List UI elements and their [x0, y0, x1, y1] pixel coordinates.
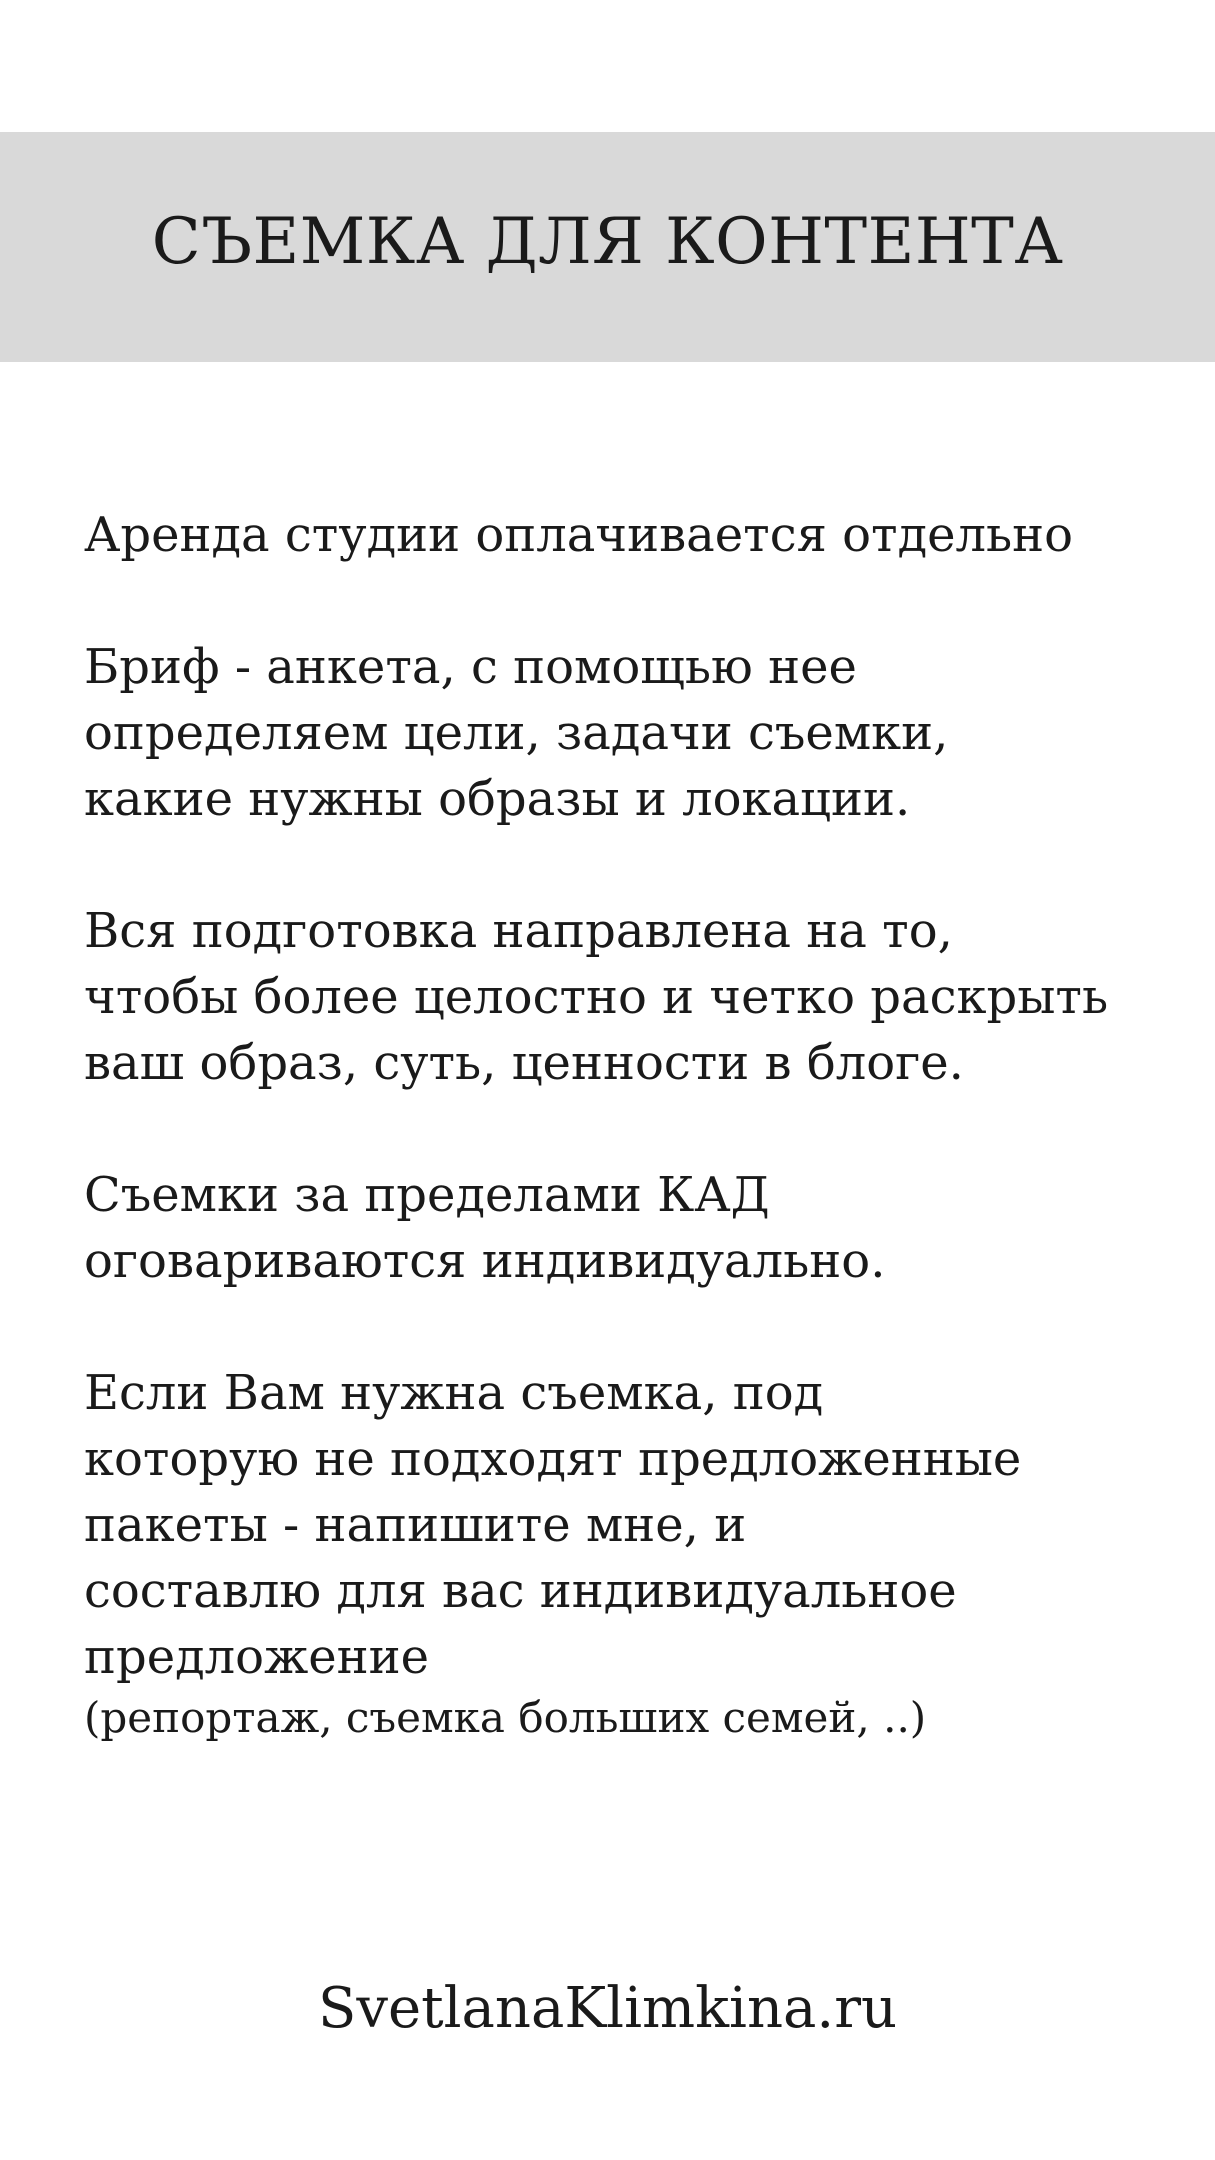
paragraph-custom-offer — [84, 1360, 1021, 1690]
text-line: определяем цели, задачи съемки, — [84, 705, 949, 761]
text-line: пакеты - напишите мне, и — [84, 1497, 747, 1553]
header-band — [0, 132, 1215, 362]
page-title: СЪЕМКА ДЛЯ КОНТЕНТА — [151, 205, 1064, 279]
text-line: составлю для вас индивидуальное — [84, 1563, 957, 1619]
paragraph-note: (репортаж, съемка больших семей, ..) — [84, 1693, 927, 1742]
text-line: Если Вам нужна съемка, под — [84, 1365, 824, 1421]
text-line: предложение — [84, 1629, 430, 1685]
text-line: Аренда студии оплачивается отдельно — [84, 507, 1074, 563]
text-line: оговариваются индивидуально. — [84, 1233, 886, 1289]
text-line: Вся подготовка направлена на то, — [84, 903, 953, 959]
paragraph-studio-rent — [84, 502, 1073, 568]
text-line: ваш образ, суть, ценности в блоге. — [84, 1035, 964, 1091]
paragraph-preparation — [84, 898, 1108, 1096]
text-line: Бриф - анкета, с помощью нее — [84, 639, 857, 695]
text-line: какие нужны образы и локации. — [84, 771, 911, 827]
website-link[interactable]: SvetlanaKlimkina.ru — [317, 1976, 898, 2041]
paragraph-brief — [84, 634, 948, 832]
text-line: которую не подходят предложенные — [84, 1431, 1022, 1487]
text-line: Съемки за пределами КАД — [84, 1167, 770, 1223]
text-line: чтобы более целостно и четко раскрыть — [84, 969, 1109, 1025]
paragraph-outside-kad — [84, 1162, 885, 1294]
